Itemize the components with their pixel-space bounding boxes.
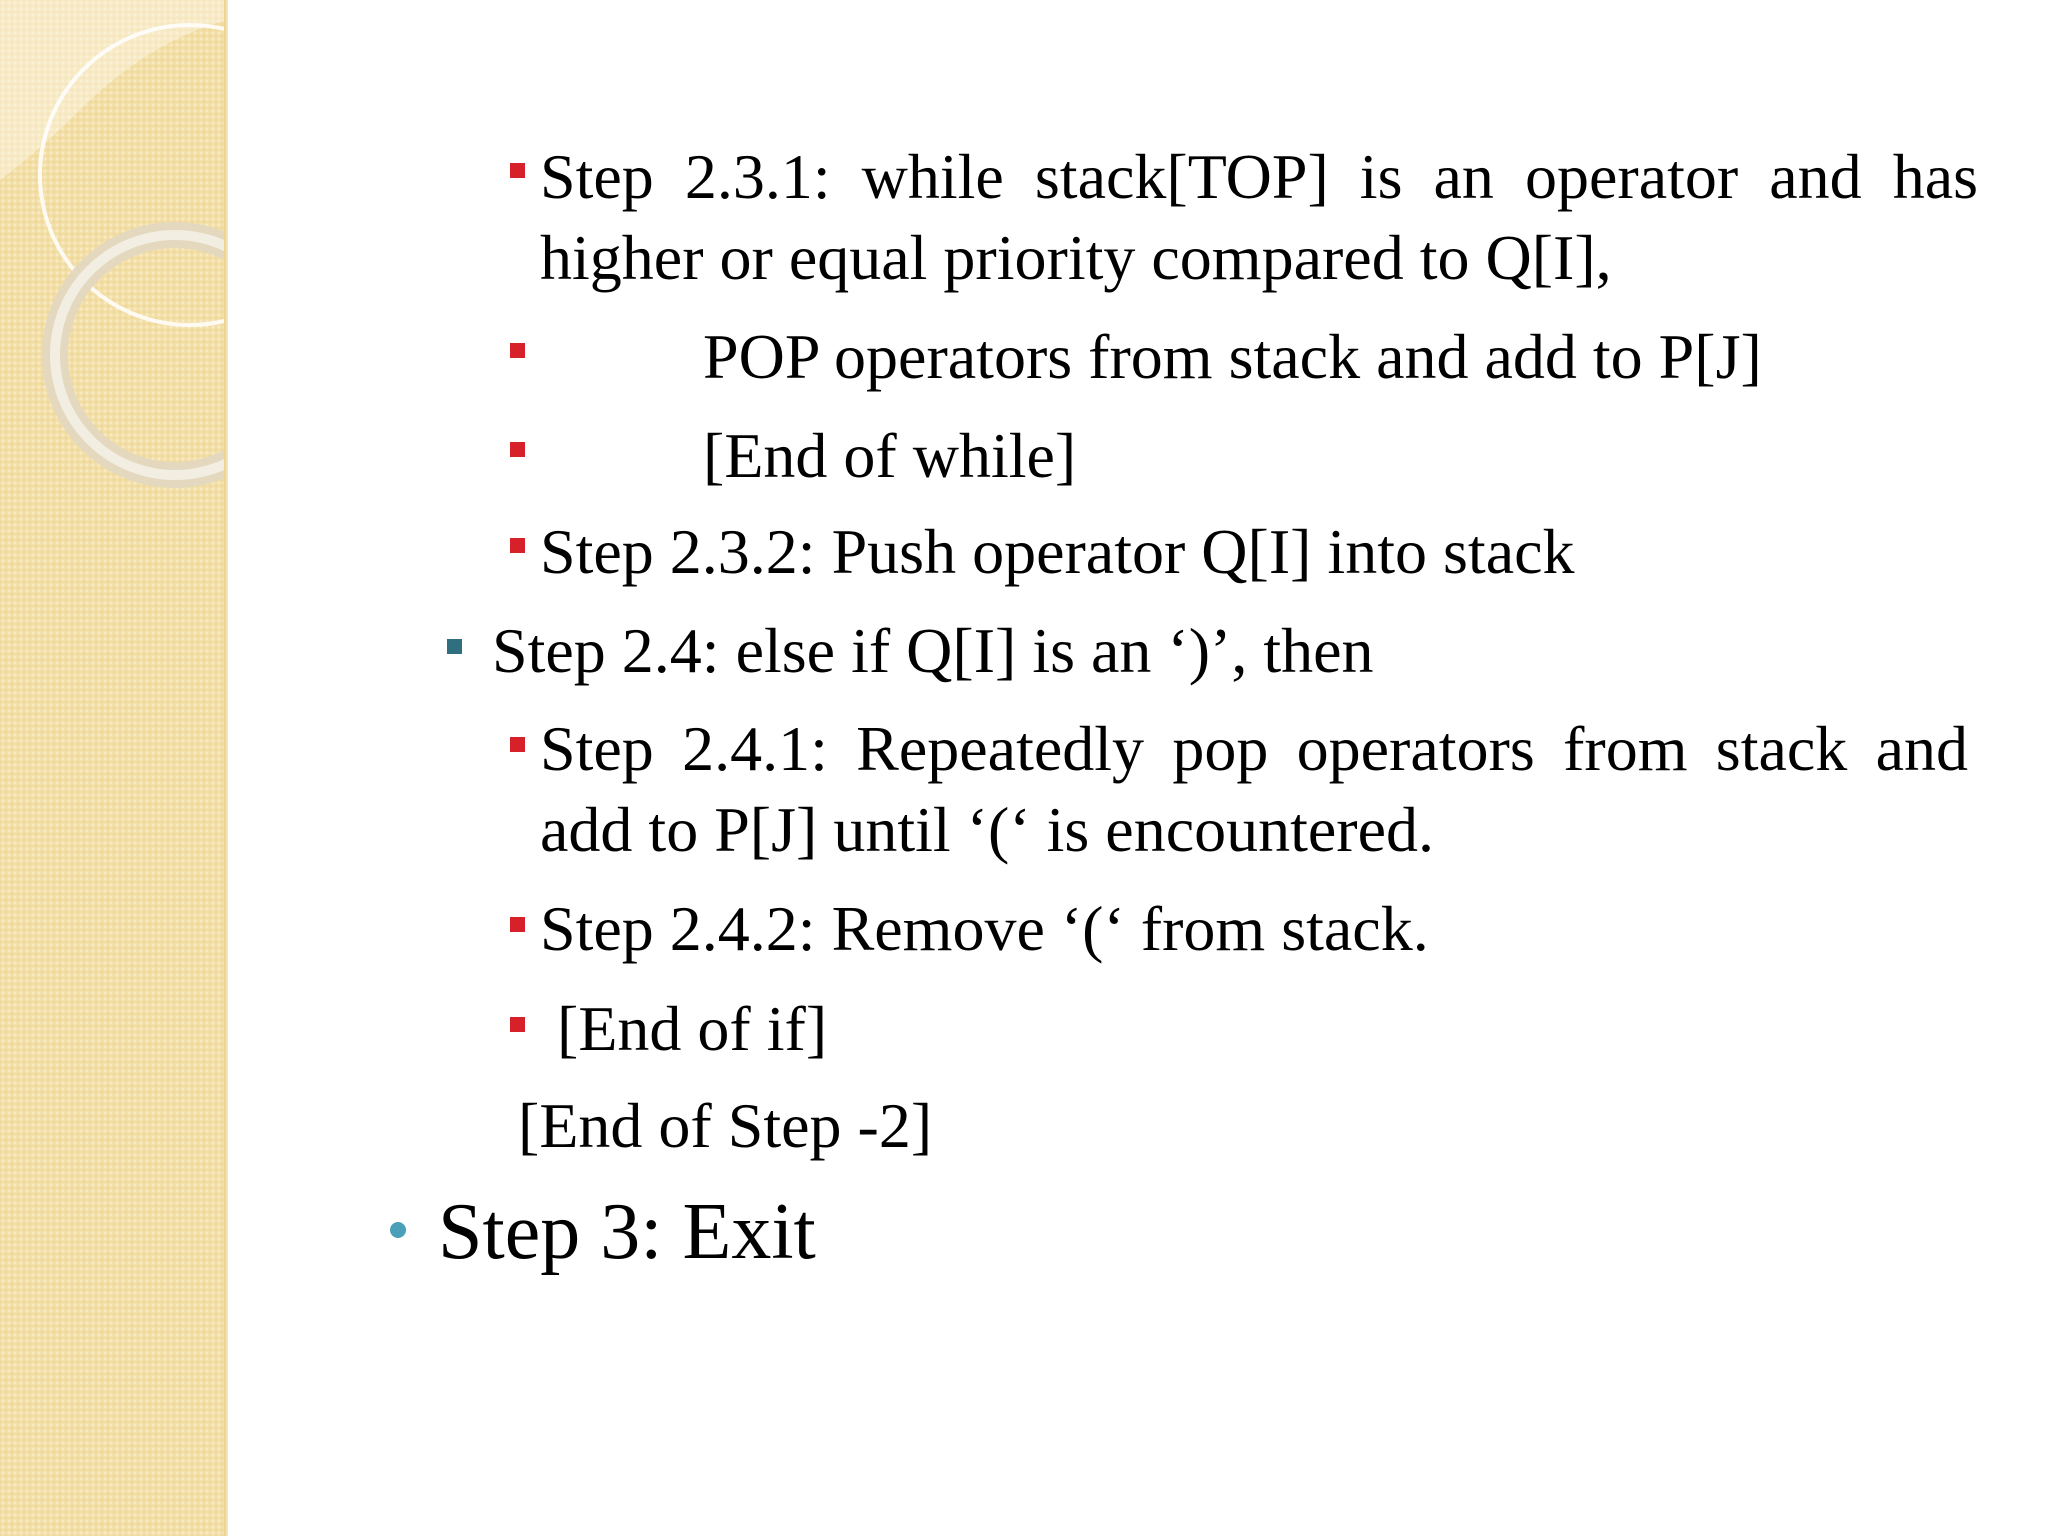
list-item-text: [End of if] bbox=[557, 993, 828, 1064]
list-item-text: [End of while] bbox=[703, 420, 1077, 491]
list-item-bullet bbox=[510, 1017, 525, 1032]
list-item-bullet bbox=[510, 737, 525, 752]
list-item-text: Step 2.4.2: Remove ‘(‘ from stack. bbox=[540, 893, 1429, 964]
list-item-text: POP operators from stack and add to P[J] bbox=[703, 321, 1762, 392]
list-item-text: Step 2.4: else if Q[I] is an ‘)’, then bbox=[492, 615, 1374, 686]
list-item-bullet bbox=[510, 163, 525, 178]
list-item-text: [End of Step -2] bbox=[518, 1090, 933, 1161]
list-item-bullet bbox=[447, 639, 462, 654]
strip-edge bbox=[224, 0, 228, 1536]
list-item-bullet bbox=[510, 343, 525, 358]
list-item-text: Step 2.4.1: Repeatedly pop operators from stack and bbox=[540, 713, 1968, 784]
list-item-bullet bbox=[510, 917, 525, 932]
thick-ring bbox=[55, 235, 228, 475]
list-item-bullet bbox=[510, 442, 525, 457]
list-item-text-continuation: add to P[J] until ‘(‘ is encountered. bbox=[540, 794, 1434, 865]
list-item-text-continuation: higher or equal priority compared to Q[I], bbox=[540, 222, 1612, 293]
list-item-text: Step 3: Exit bbox=[438, 1188, 816, 1276]
list-item-text: Step 2.3.1: while stack[TOP] is an operator and has bbox=[540, 141, 1978, 212]
list-item-text: Step 2.3.2: Push operator Q[I] into stack bbox=[540, 516, 1575, 587]
list-item-bullet bbox=[510, 538, 525, 553]
decorative-side-strip bbox=[0, 0, 228, 1536]
concentric-circles-decoration bbox=[0, 0, 228, 520]
list-item-bullet bbox=[390, 1222, 406, 1238]
